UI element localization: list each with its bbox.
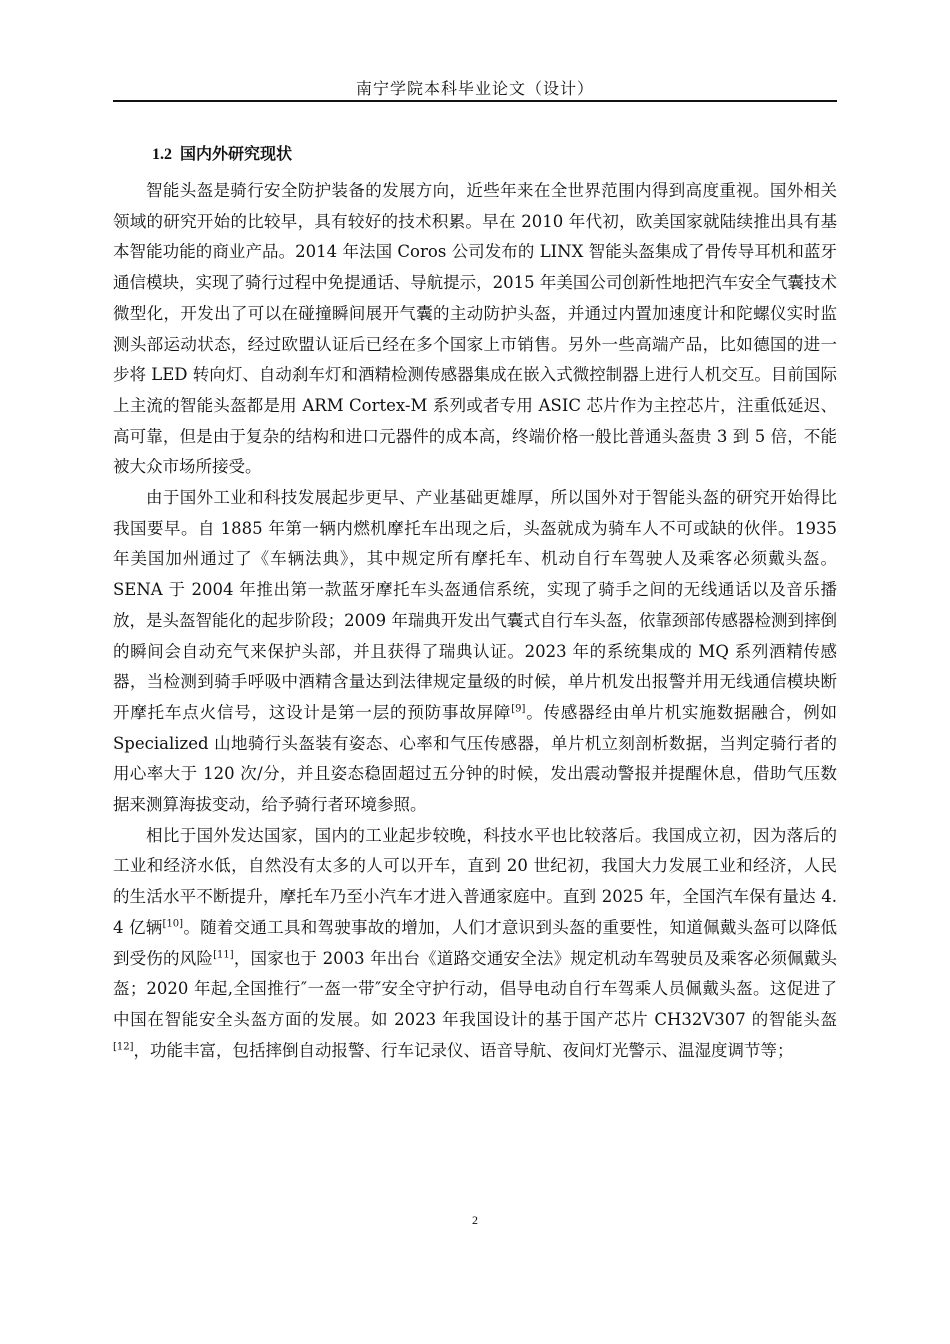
paragraph-2 bbox=[113, 483, 837, 821]
paragraph-text: ，功能丰富，包括摔倒自动报警、行车记录仪、语音导航、夜间灯光警示、温湿度调节等； bbox=[133, 1040, 794, 1060]
paragraph-3 bbox=[113, 821, 837, 1067]
running-header: 南宁学院本科毕业论文（设计） bbox=[355, 79, 594, 98]
header-rule bbox=[113, 100, 837, 102]
page-number: 2 bbox=[472, 1213, 478, 1227]
section-heading bbox=[152, 141, 292, 164]
body-text bbox=[113, 176, 837, 1066]
paragraph-text: 相比于国外发达国家，国内的工业起步较晚，科技水平也比较落后。我国成立初，因为落后的工业和经济水低，自然没有太多的人可以开车，直到 20 世纪初，我国大力发展工业和经济，人民的生活水平不断提升，摩托车乃至小汽车才进入普通家庭中。直到 2025 年，全国汽车保有量达 4. 4 亿辆 bbox=[113, 825, 837, 937]
citation-ref: [12] bbox=[113, 1041, 134, 1053]
citation-ref: [9] bbox=[511, 703, 526, 715]
citation-ref: [10] bbox=[162, 918, 184, 930]
section-title: 国内外研究现状 bbox=[180, 144, 293, 163]
paragraph-text: 智能头盔是骑行安全防护装备的发展方向，近些年来在全世界范围内得到高度重视。国外相关领域的研究开始的比较早，具有较好的技术积累。早在 2010 年代初，欧美国家就陆续推出具有基本智能功能的商业产品。2014 年法国 Coros 公司发布的 LINX 智能头盔集成了骨传导耳机和蓝牙通信模块，实现了骑行过程中免提通话、导航提示，2015 年美国公司创新性地把汽车安全气囊技术微型化，开发出了可以在碰撞瞬间展开气囊的主动防护头盔，并通过内置加速度计和陀螺仪实时监测头部运动状态，经过欧盟认证后已经在多个国家上市销售。另外一些高端产品，比如德国的进一步将 LED 转向灯、自动刹车灯和酒精检测传感器集成在嵌入式微控制器上进行人机交互。目前国际上主流的智能头盔都是用 ARM Cortex-M 系列或者专用 ASIC 芯片作为主控芯片，注重低延迟、高可靠，但是由于复杂的结构和进口元器件的成本高，终端价格一般比普通头盔贵 3 到 5 倍，不能被大众市场所接受。 bbox=[113, 181, 837, 477]
citation-ref: [11] bbox=[213, 949, 234, 961]
paragraph-text: 由于国外工业和科技发展起步更早、产业基础更雄厚，所以国外对于智能头盔的研究开始得比我国要早。自 1885 年第一辆内燃机摩托车出现之后，头盔就成为骑车人不可或缺的伙伴。1935 年美国加州通过了《车辆法典》，其中规定所有摩托车、机动自行车驾驶人及乘客必须戴头盔。SENA 于 2004 年推出第一款蓝牙摩托车头盔通信系统，实现了骑手之间的无线通话以及音乐播放，是头盔智能化的起步阶段；2009 年瑞典开发出气囊式自行车头盔，依靠颈部传感器检测到摔倒的瞬间会自动充气来保护头部，并且获得了瑞典认证。2023 年的系统集成的 MQ 系列酒精传感器，当检测到骑手呼吸中酒精含量达到法律规定量级的时候，单片机发出报警并用无线通信模块断开摩托车点火信号，这设计是第一层的预防事故屏障 bbox=[113, 488, 837, 722]
paragraph-1 bbox=[113, 176, 837, 483]
paragraph-text: 。随着交通工具和驾驶事故的增加，人们才意识到头盔的重要性，知道佩戴头盔可以降低到受伤的风险 bbox=[113, 917, 837, 968]
section-number: 1.2 bbox=[152, 146, 172, 163]
paragraph-text: ，国家也于 2003 年出台《道路交通安全法》规定机动车驾驶员及乘客必须佩戴头盔；2020 年起,全国推行″一盔一带″安全守护行动，倡导电动自行车驾乘人员佩戴头盔。这促进了中国在智能安全头盔方面的发展。如 2023 年我国设计的基于国产芯片 CH32V307 的智能头盔 bbox=[113, 948, 838, 1029]
paragraph-text: 。传感器经由单片机实施数据融合，例如 Specialized 山地骑行头盔装有姿态、心率和气压传感器，单片机立刻剖析数据，当判定骑行者的用心率大于 120 次/分，并且姿态稳固超过五分钟的时候，发出震动警报并提醒休息，借助气压数据来测算海拔变动，给予骑行者环境参照。 bbox=[113, 702, 838, 815]
